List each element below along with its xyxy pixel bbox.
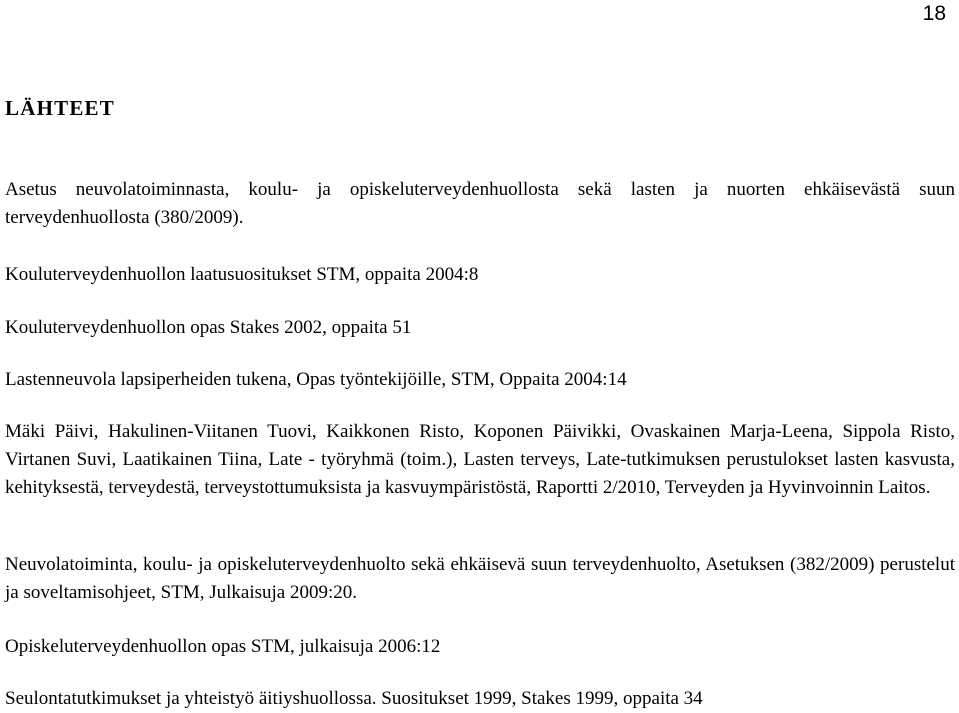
reference-entry: Mäki Päivi, Hakulinen-Viitanen Tuovi, Kaikkonen Risto, Koponen Päivikki, Ovaskainen Marja-Leena, Sippola Risto, Virtanen Suvi, Laatikainen Tiina, Late - työryhmä (toim.), Lasten terveys, Late-tutkimuksen perustulokset lasten kasvusta, kehityksestä, terveydestä, terveystottumuksista ja kasvuympäristöstä, Raportti 2/2010, Terveyden ja Hyvinvoinnin Laitos.	[5, 421, 955, 498]
page-number: 18	[922, 2, 946, 25]
reference-entry: Neuvolatoiminta, koulu- ja opiskeluterveydenhuolto sekä ehkäisevä suun terveydenhuolto, Asetuksen (382/2009) perustelut ja soveltamisohjeet, STM, Julkaisuja 2009:20.	[5, 554, 955, 603]
reference-entry: Kouluterveydenhuollon opas Stakes 2002, oppaita 51	[5, 317, 412, 338]
reference-entry: Asetus neuvolatoiminnasta, koulu- ja opiskeluterveydenhuollosta sekä lasten ja nuorten ehkäisevästä suun terveydenhuollosta (380/2009).	[5, 179, 955, 228]
reference-entry: Opiskeluterveydenhuollon opas STM, julkaisuja 2006:12	[5, 636, 441, 657]
reference-entry: Kouluterveydenhuollon laatusuositukset STM, oppaita 2004:8	[5, 264, 479, 285]
reference-entry: Lastenneuvola lapsiperheiden tukena, Opas työntekijöille, STM, Oppaita 2004:14	[5, 369, 627, 390]
reference-entry: Seulontatutkimukset ja yhteistyö äitiyshuollossa. Suositukset 1999, Stakes 1999, oppaita 34	[5, 688, 703, 709]
page-title: LÄHTEET	[5, 96, 115, 120]
